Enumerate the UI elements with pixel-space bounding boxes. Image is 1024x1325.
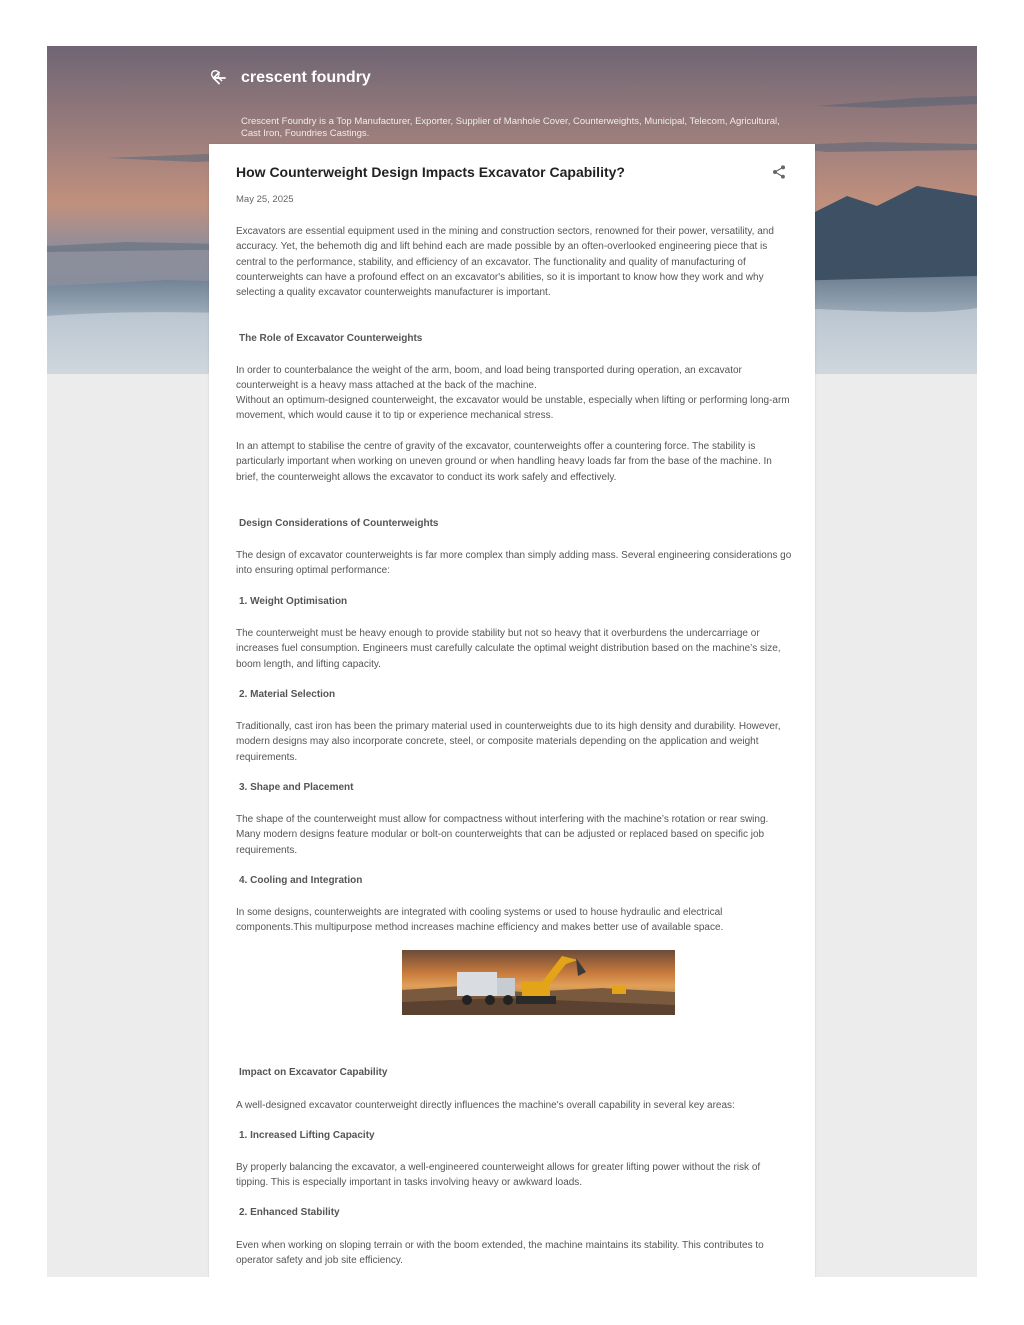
shape-paragraph: The shape of the counterweight must allow for compactness without interfering with the machine’s rotation or rear swing. Many modern designs feature modular or bolt-on counterweights that can be adjusted or replaced based on specific job requirements. xyxy=(236,814,769,856)
page-frame xyxy=(47,46,977,1277)
post-title[interactable]: How Counterweight Design Impacts Excavator Capability? xyxy=(236,164,625,180)
stability-paragraph: Even when working on sloping terrain or with the boom extended, the machine maintains its stability. This contributes to operator safety and job site efficiency. xyxy=(236,1240,764,1267)
cooling-paragraph: In some designs, counterweights are integrated with cooling systems or used to house hydraulic and electrical components.This multipurpose method increases machine efficiency and makes better use of available space. xyxy=(236,907,724,934)
weight-paragraph: The counterweight must be heavy enough to provide stability but not so heavy that it overburdens the undercarriage or increases fuel consumption. Engineers must carefully calculate the optimal weight distribution based on the machine’s size, boom length, and lifting capacity. xyxy=(236,628,781,670)
lifting-paragraph: By properly balancing the excavator, a well-engineered counterweight allows for greater lifting power without the risk of tipping. This is especially important in tasks involving heavy or awkward loads. xyxy=(236,1162,761,1189)
search-icon[interactable] xyxy=(209,68,225,84)
subheading-lifting: 1. Increased Lifting Capacity xyxy=(239,1130,375,1141)
blog-title[interactable]: crescent foundry xyxy=(241,69,371,86)
post-card xyxy=(209,144,815,1277)
role-paragraph-1a: In order to counterbalance the weight of the arm, boom, and load being transported during operation, an excavator counterweight is a heavy mass attached at the back of the machine. xyxy=(236,365,742,392)
share-icon[interactable] xyxy=(771,164,787,180)
subheading-shape: 3. Shape and Placement xyxy=(239,782,354,793)
design-intro: The design of excavator counterweights is far more complex than simply adding mass. Several engineering considerations go into ensuring optimal performance: xyxy=(236,550,792,577)
section-heading-design: Design Considerations of Counterweights xyxy=(239,518,439,529)
subheading-cooling: 4. Cooling and Integration xyxy=(239,875,363,886)
excavator-image xyxy=(402,950,675,1015)
role-paragraph-2: In an attempt to stabilise the centre of gravity of the excavator, counterweights offer a countering force. The stability is particularly important when working on uneven ground or when handling heavy loads far from the base of the machine. In brief, the counterweight allows the excavator to conduct its work safely and effectively. xyxy=(236,441,772,483)
impact-intro: A well-designed excavator counterweight directly influences the machine's overall capability in several key areas: xyxy=(236,1100,735,1111)
subheading-weight: 1. Weight Optimisation xyxy=(239,596,348,607)
material-paragraph: Traditionally, cast iron has been the primary material used in counterweights due to its high density and durability. However, modern designs may also incorporate concrete, steel, or composite materials depending on the application and weight requirements. xyxy=(236,721,781,763)
post-date: May 25, 2025 xyxy=(236,194,294,205)
blog-description: Crescent Foundry is a Top Manufacturer, Exporter, Supplier of Manhole Cover, Counterweights, Municipal, Telecom, Agricultural, Cast Iron, Foundries Castings. xyxy=(241,116,780,139)
section-heading-impact: Impact on Excavator Capability xyxy=(239,1067,388,1078)
subheading-material: 2. Material Selection xyxy=(239,689,336,700)
subheading-stability: 2. Enhanced Stability xyxy=(239,1207,340,1218)
section-heading-role: The Role of Excavator Counterweights xyxy=(239,333,423,344)
role-paragraph-1b: Without an optimum-designed counterweight, the excavator would be unstable, especially when lifting or performing long-arm movement, which would cause it to tip or experience mechanical stress. xyxy=(236,395,790,422)
excavator-photo[interactable] xyxy=(402,950,675,1015)
intro-paragraph: Excavators are essential equipment used in the mining and construction sectors, renowned for their power, versatility, and accuracy. Yet, the behemoth dig and lift behind each are made possible by an often-overlooked engineering piece that is central to the performance, stability, and efficiency of an excavator. The functionality and quality of manufacturing of counterweights can have a profound effect on an excavator's abilities, so it is important to know how they work and why selecting a quality excavator counterweights manufacturer is important. xyxy=(236,226,774,299)
